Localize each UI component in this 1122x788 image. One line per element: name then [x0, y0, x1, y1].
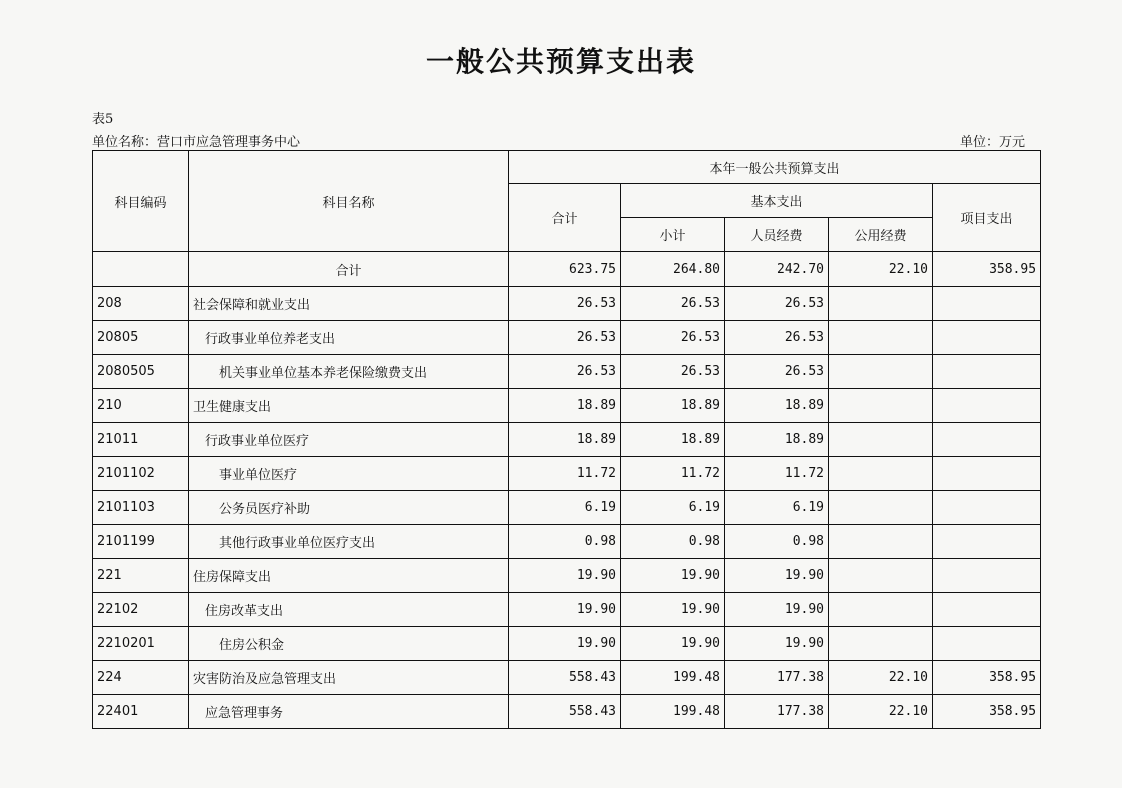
row-public: 22.10 [829, 695, 933, 729]
row-total: 0.98 [509, 525, 621, 559]
row-code: 2101103 [93, 491, 189, 525]
row-subtotal: 26.53 [621, 321, 725, 355]
row-total: 11.72 [509, 457, 621, 491]
table-row [93, 389, 1041, 423]
header-current-year: 本年一般公共预算支出 [509, 151, 1041, 184]
table-row [93, 457, 1041, 491]
row-project [933, 559, 1041, 593]
row-code: 2210201 [93, 627, 189, 661]
row-public [829, 287, 933, 321]
row-personnel: 177.38 [725, 661, 829, 695]
header-name: 科目名称 [189, 151, 509, 252]
row-personnel: 6.19 [725, 491, 829, 525]
table-number: 表5 [92, 112, 114, 127]
header-total: 合计 [509, 184, 621, 252]
row-project [933, 457, 1041, 491]
row-name: 行政事业单位养老支出 [189, 321, 509, 355]
header-basic: 基本支出 [621, 184, 933, 218]
row-project: 358.95 [933, 661, 1041, 695]
total-label: 合计 [189, 252, 509, 287]
row-personnel: 18.89 [725, 389, 829, 423]
row-personnel: 0.98 [725, 525, 829, 559]
row-project [933, 627, 1041, 661]
row-personnel: 26.53 [725, 355, 829, 389]
page-title: 一般公共预算支出表 [425, 45, 696, 78]
row-subtotal: 19.90 [621, 559, 725, 593]
row-total: 26.53 [509, 287, 621, 321]
row-name: 住房公积金 [189, 627, 509, 661]
row-total: 6.19 [509, 491, 621, 525]
row-code: 2080505 [93, 355, 189, 389]
header-project: 项目支出 [933, 184, 1041, 252]
table-row [93, 593, 1041, 627]
row-total: 26.53 [509, 355, 621, 389]
row-code: 208 [93, 287, 189, 321]
table-row [93, 423, 1041, 457]
row-name: 公务员医疗补助 [189, 491, 509, 525]
total-project: 358.95 [933, 252, 1041, 287]
row-project [933, 389, 1041, 423]
row-project [933, 491, 1041, 525]
row-total: 18.89 [509, 389, 621, 423]
row-personnel: 18.89 [725, 423, 829, 457]
row-personnel: 26.53 [725, 287, 829, 321]
row-project [933, 287, 1041, 321]
table-row [93, 287, 1041, 321]
unit-label: 单位：万元 [960, 135, 1026, 150]
row-subtotal: 199.48 [621, 695, 725, 729]
row-project [933, 355, 1041, 389]
row-code: 21011 [93, 423, 189, 457]
total-row [93, 252, 1041, 287]
row-public [829, 355, 933, 389]
row-name: 应急管理事务 [189, 695, 509, 729]
row-code: 20805 [93, 321, 189, 355]
row-public [829, 559, 933, 593]
row-name: 机关事业单位基本养老保险缴费支出 [189, 355, 509, 389]
row-project [933, 525, 1041, 559]
row-public: 22.10 [829, 661, 933, 695]
row-code: 2101102 [93, 457, 189, 491]
row-public [829, 593, 933, 627]
total-public: 22.10 [829, 252, 933, 287]
row-public [829, 423, 933, 457]
budget-table [92, 150, 1041, 729]
row-personnel: 177.38 [725, 695, 829, 729]
row-code: 221 [93, 559, 189, 593]
row-subtotal: 18.89 [621, 423, 725, 457]
header-personnel: 人员经费 [725, 218, 829, 252]
row-name: 卫生健康支出 [189, 389, 509, 423]
table-row [93, 695, 1041, 729]
table-row [93, 661, 1041, 695]
header-code: 科目编码 [93, 151, 189, 252]
row-total: 26.53 [509, 321, 621, 355]
row-total: 18.89 [509, 423, 621, 457]
total-subtotal: 264.80 [621, 252, 725, 287]
row-project [933, 593, 1041, 627]
row-personnel: 19.90 [725, 593, 829, 627]
row-name: 灾害防治及应急管理支出 [189, 661, 509, 695]
row-subtotal: 26.53 [621, 355, 725, 389]
row-subtotal: 19.90 [621, 593, 725, 627]
row-subtotal: 11.72 [621, 457, 725, 491]
row-subtotal: 19.90 [621, 627, 725, 661]
row-total: 19.90 [509, 559, 621, 593]
row-code: 22401 [93, 695, 189, 729]
row-total: 558.43 [509, 661, 621, 695]
unit-name: 单位名称：营口市应急管理事务中心 [92, 135, 301, 150]
row-name: 其他行政事业单位医疗支出 [189, 525, 509, 559]
row-subtotal: 18.89 [621, 389, 725, 423]
row-public [829, 491, 933, 525]
row-public [829, 321, 933, 355]
header-public: 公用经费 [829, 218, 933, 252]
table-row [93, 491, 1041, 525]
row-code: 22102 [93, 593, 189, 627]
row-personnel: 26.53 [725, 321, 829, 355]
total-code-cell [93, 252, 189, 287]
row-project [933, 321, 1041, 355]
row-personnel: 19.90 [725, 627, 829, 661]
table-row [93, 321, 1041, 355]
row-total: 19.90 [509, 593, 621, 627]
row-subtotal: 26.53 [621, 287, 725, 321]
row-subtotal: 199.48 [621, 661, 725, 695]
row-name: 行政事业单位医疗 [189, 423, 509, 457]
total-personnel: 242.70 [725, 252, 829, 287]
row-project: 358.95 [933, 695, 1041, 729]
row-code: 210 [93, 389, 189, 423]
row-total: 19.90 [509, 627, 621, 661]
row-personnel: 19.90 [725, 559, 829, 593]
row-name: 住房改革支出 [189, 593, 509, 627]
total-total: 623.75 [509, 252, 621, 287]
row-public [829, 457, 933, 491]
row-subtotal: 6.19 [621, 491, 725, 525]
row-code: 224 [93, 661, 189, 695]
row-name: 住房保障支出 [189, 559, 509, 593]
table-row [93, 525, 1041, 559]
row-project [933, 423, 1041, 457]
table-row [93, 627, 1041, 661]
table-row [93, 355, 1041, 389]
row-public [829, 627, 933, 661]
header-subtotal: 小计 [621, 218, 725, 252]
table-row [93, 559, 1041, 593]
row-personnel: 11.72 [725, 457, 829, 491]
row-subtotal: 0.98 [621, 525, 725, 559]
row-code: 2101199 [93, 525, 189, 559]
row-name: 社会保障和就业支出 [189, 287, 509, 321]
row-public [829, 525, 933, 559]
row-total: 558.43 [509, 695, 621, 729]
row-name: 事业单位医疗 [189, 457, 509, 491]
row-public [829, 389, 933, 423]
